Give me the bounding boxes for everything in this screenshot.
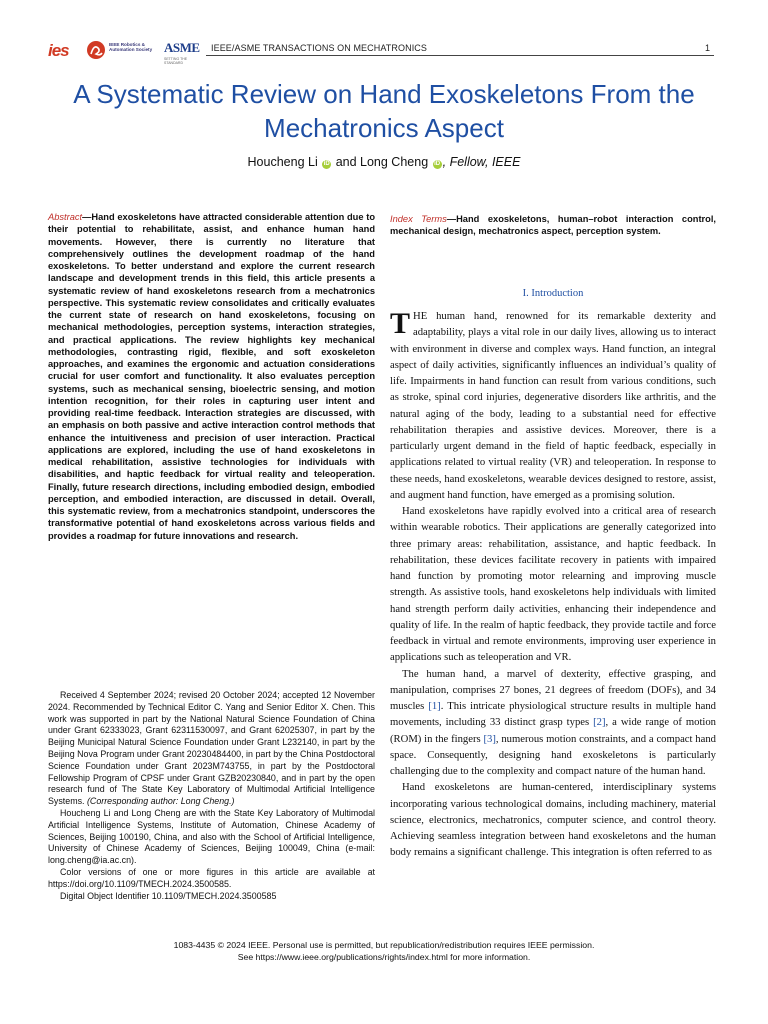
page-number: 1 (704, 43, 710, 53)
footnote-text: Received 4 September 2024; revised 20 October 2024; accepted 12 November 2024. Recommended by Technical Editor C. Yang and Senior Editor X. Chen. This work was supported in part by the National Natural Science Foundation of China under Grant 62333023, Grant 62311530097, and Grant 62025307, in part by the Beijing Municipal Natural Science Foundation under Grant L232140, in part by the Beijing Nova Program under Grant 20230484400, in part by the China Postdoctoral Science Foundation under Grant 2023M743755, in part by the Postdoctoral Fellowship Program of CPSF under Grant GZB20230840, and in part by the open research fund of The State Key Laboratory of Multimodal Artificial Intelligence Systems. (48, 690, 375, 807)
publisher-logos (46, 38, 206, 66)
abstract-label: Abstract (48, 212, 83, 222)
introduction-body (390, 309, 716, 862)
paragraph-text: HE human hand, renowned for its remarkable dexterity and adaptability, plays a vital role in our daily lives, allowing us to interact with environment in diverse and complex ways. Hand function, an integral aspect of daily activities, significantly influences an individual’s quality of life. Impairments in hand function can result from various conditions, such as stroke, spinal cord injuries, degenerative disorders like arthritis, and the natural aging of the body, leading to a substantial need for effective rehabilitation therapies and assistive devices. Moreover, there is a particularly urgent demand in the field of haptic feedback, especially in applications related to virtual reality (VR) and teleoperation. In response to these needs, hand exoskeletons, wearable devices designed to restore, assist, and augment hand function, have emerged as a promising solution. (390, 311, 716, 501)
ras-logo-text: IEEE Robotics & Automation Society (109, 42, 153, 53)
paragraph-text: , a wide range of motion (ROM) in the fingers (390, 717, 716, 745)
footnote-affiliation: Houcheng Li and Long Cheng are with the State Key Laboratory of Multimodal Artificial Intelligence Systems, Institute of Automation, Chinese Academy of Sciences, Beijing 100190, China, and also with the School of Artificial Intelligence, University of Chinese Academy of Sciences, Beijing 100049, China (e-mail: long.cheng@ia.ac.cn). (48, 807, 375, 866)
copyright-line: 1083-4435 © 2024 IEEE. Personal use is permitted, but republication/redistribution requires IEEE permission. (173, 940, 595, 950)
paragraph (390, 309, 716, 504)
footnote-received (48, 690, 375, 808)
paragraph: Hand exoskeletons are human-centered, interdisciplinary systems incorporating various technological domains, including machinery, material science, electronics, mechatronics, computer science, and control theory. Achieving seamless integration between hand exoskeletons and the human body remains a significant challenge. This integration is often referred to as (390, 782, 716, 859)
page-header (46, 38, 722, 66)
index-terms (390, 213, 716, 238)
citation-link[interactable]: [1] (428, 701, 441, 712)
journal-name: IEEE/ASME TRANSACTIONS ON MECHATRONICS (211, 43, 427, 53)
asme-logo-tagline: SETTING THE STANDARD (164, 57, 188, 65)
author-conjunction: and (332, 155, 361, 169)
citation-link[interactable]: [3] (483, 733, 496, 745)
author-2-grade: , Fellow, IEEE (442, 155, 521, 169)
copyright-notice (40, 939, 728, 963)
abstract-text: —Hand exoskeletons have attracted considerable attention due to their potential to rehabilitate, assist, and enhance human hand movements. However, there is currently no literature that comprehensively outlines the development roadmap of the hand exoskeletons. To better understand and explore the current research landscape and development trends in this field, this article presents a systematic review of hand exoskeletons research from a mechatronics perspective. This systematic review consolidates and critically evaluates the current state of research on hand exoskeletons, focusing on mechanical methodologies, perception systems, interaction strategies, and practical applications. The review highlights key mechanical methodologies, contrasting rigid, flexible, and soft exoskeleton approaches, and examines the ergonomic and actuation considerations crucial for user comfort and functionality. It also evaluates perception systems, such as mechanical sensing, bioelectric sensing, and motion intention recognition, for their roles in capturing user intent and providing real-time feedback. Interaction strategies are discussed, with an emphasis on both passive and active interaction control methods that enhance the intuitiveness and precision of user interaction. Practical applications are explored, including the use of hand exoskeletons in medical rehabilitation, assistive technologies for individuals with disabilities, and haptic feedback for virtual reality and teleoperation. Finally, future research directions, including embodied design, embodied perception, and embodied interaction, are discussed in detail. Overall, this systematic review, from a mechatronics standpoint, underscores the transformative potential of hand exoskeletons across various fields and provides a roadmap for future innovations and research. (48, 212, 375, 541)
paragraph-text: , numerous motion constraints, and a compact hand space. Consequently, designing hand exoskeletons is particularly challenging due to the complexity and compact nature of the human hand. (390, 733, 716, 777)
section-heading: I. Introduction (522, 288, 584, 299)
index-terms-label: Index Terms (390, 214, 447, 224)
corresponding-author-note: (Corresponding author: Long Cheng.) (86, 796, 235, 807)
asme-logo: ASME (164, 40, 200, 55)
rights-line: See https://www.ieee.org/publications/rights/index.html for more information. (237, 952, 531, 962)
header-rule (206, 55, 714, 56)
citation-link[interactable]: [2] (593, 717, 606, 729)
paragraph: Hand exoskeletons have rapidly evolved into a critical area of research within wearable robotics. Their applications are generally categorized into three primary areas: rehabilitation, assistance, and haptic feedback. In rehabilitation, these devices facilitate recovery in patients with impaired hand function by promoting motor relearning and improving muscle strength. As assistive tools, hand exoskeletons help individuals with limited hand strength perform daily activities, enhancing their independence and quality of life. In the realm of haptic feedback, they provide tactile and force feedback in virtual and remote environments, improving user experience in applications such as teleoperation and VR. (390, 506, 716, 664)
author-line (40, 155, 728, 169)
footnotes (48, 690, 375, 902)
footnote-doi: Digital Object Identifier 10.1109/TMECH.2024.3500585 (60, 890, 277, 901)
author-2: Long Cheng (360, 155, 429, 169)
index-terms-text: —Hand exoskeletons, human–robot interaction control, mechanical design, mechatronics aspect, perception system. (390, 214, 717, 237)
author-1: Houcheng Li (247, 155, 318, 169)
ies-logo: ies (48, 41, 69, 60)
paragraph (390, 667, 716, 781)
orcid-icon[interactable]: iD (323, 161, 330, 167)
paper-title: A Systematic Review on Hand Exoskeletons From the Mechatronics Aspect (73, 79, 695, 143)
drop-cap: T (390, 307, 411, 340)
paragraph-text: The human hand, a marvel of dexterity, effective grasping, and manipulation, comprises 27 bones, 21 degrees of freedom (DOFs), and 34 muscles (390, 668, 716, 712)
ras-logo-icon (86, 40, 106, 60)
paragraph-text: . This intricate physiological structure results in multiple hand movements, including 33 distinct grasp types (390, 701, 716, 729)
abstract (48, 211, 375, 542)
footnote-color: Color versions of one or more figures in this article are available at https://doi.org/10.1109/TMECH.2024.3500585. (48, 866, 375, 889)
orcid-icon[interactable]: iD (434, 161, 441, 167)
